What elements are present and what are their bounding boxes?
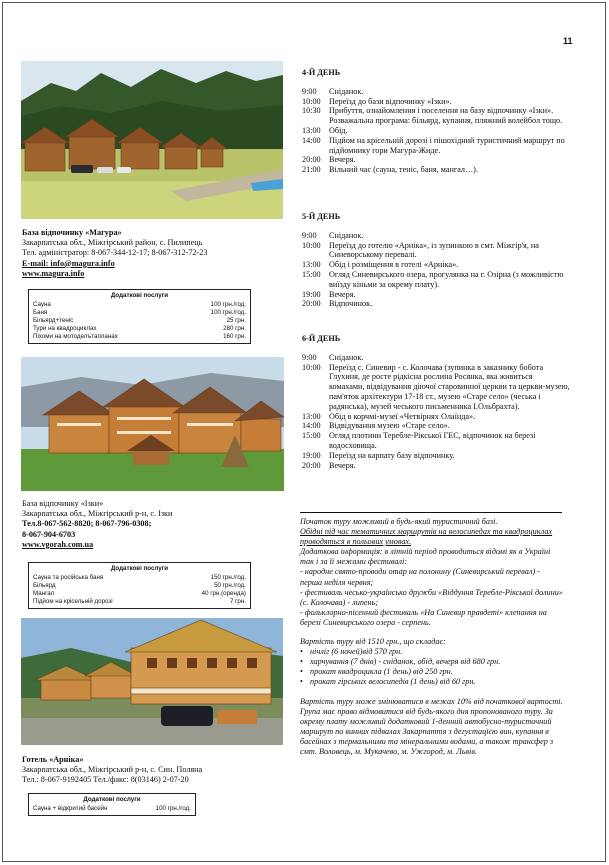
schedule-item — [302, 451, 570, 461]
bullet: • — [300, 667, 303, 677]
service-price: 100 грн./год. — [210, 309, 246, 316]
services-heading: Додаткові послуги — [110, 565, 169, 572]
schedule-item — [302, 299, 570, 309]
schedule-text: Підйом на крісельній дорозі і пішохідний туристичний маршрут по підйомнику гори Магура-Жиде. — [329, 135, 565, 155]
arnika-title: Готель «Арніка» — [22, 755, 84, 764]
schedule-item — [302, 290, 570, 300]
schedule-text: Вечеря. — [329, 289, 356, 299]
schedule-text: Обід і розміщення в готелі «Арніка». — [329, 260, 459, 270]
schedule-text: Сніданок. — [329, 352, 364, 362]
service-row — [33, 317, 246, 325]
schedule-time: 13:00 — [302, 411, 321, 421]
magura-services-box — [28, 289, 251, 344]
schedule-item — [302, 165, 570, 175]
photo-arnika-hotel — [21, 618, 283, 745]
service-row — [33, 590, 246, 598]
schedule-time: 20:00 — [302, 460, 321, 470]
price-item — [300, 677, 563, 687]
magura-email-link[interactable]: E-mail: info@magura.info — [22, 258, 115, 268]
schedule-text: Огляд плотини Теребле-Рікської ГЕС, відпочинок на березі водосховища. — [329, 431, 536, 450]
service-row — [33, 325, 246, 333]
izky-address: Закарпатська обл., Міжгірський р-н, с. Ізки — [22, 509, 173, 519]
service-row — [33, 805, 191, 813]
izky-site-link[interactable]: www.vgorah.com.ua — [22, 539, 94, 549]
schedule-time: 19:00 — [302, 289, 321, 299]
price-intro: Вартість туру від 1510 грн., що складає: — [300, 637, 446, 647]
schedule-item — [302, 106, 570, 126]
service-row — [33, 574, 246, 582]
services-heading: Додаткові послуги — [83, 796, 141, 803]
schedule-text: Прибуття, ознайомлення і поселення на базу відпочинку «Ізки». Розважальна програма: більярд, купання, пляжний волейбол тощо. — [329, 106, 563, 126]
service-price: 280 грн. — [223, 325, 246, 332]
schedule-time: 20:00 — [302, 155, 321, 165]
schedule-time: 13:00 — [302, 125, 321, 135]
schedule-text: Переїзд до бази відпочинку «Ізки». — [329, 96, 452, 106]
magura-info — [22, 228, 290, 279]
schedule-time: 10:00 — [302, 96, 321, 106]
price-item-text: нічліг (6 ночей)від 570 грн. — [310, 647, 403, 657]
schedule-text: Огляд Синевирського озера, прогулянка на г. Озірна (з можливістю виїзду кіньми за окрему плату). — [329, 269, 564, 289]
schedule-item — [302, 353, 570, 363]
schedule-time: 20:00 — [302, 299, 321, 309]
day-4-heading: 4-Й ДЕНЬ — [302, 68, 341, 77]
schedule-item — [302, 260, 570, 270]
service-price: 40 грн.(оренда) — [201, 590, 246, 597]
price-item — [300, 667, 563, 677]
day-4-schedule — [302, 87, 570, 175]
magura-phones: Тел. адміністратор: 8-067-344-12-17; 8-067-312-72-23 — [22, 248, 208, 258]
services-heading: Додаткові послуги — [110, 292, 169, 299]
price-item — [300, 657, 563, 667]
price-item — [300, 647, 563, 657]
magura-site-link[interactable]: www.magura.info — [22, 268, 85, 278]
day-6-schedule — [302, 353, 570, 471]
day-6-heading: 6-Й ДЕНЬ — [302, 334, 341, 343]
service-name: Піхоми на мотоделътапланах — [33, 333, 118, 340]
note-lunch: Обідні під час тематичних маршрутів на велосипедах та квадроциклах проводяться в польових умовах. — [300, 527, 553, 547]
service-price: 50 грн./год. — [214, 582, 246, 589]
izky-phones-2: 8-067-904-6703 — [22, 529, 76, 539]
schedule-text: Вечеря. — [329, 460, 356, 470]
festival-item: - народне свято-проводи отар на полонину (Синевирський перевал) - перша неділя червня; — [300, 567, 540, 587]
arnika-services-box — [28, 793, 196, 816]
schedule-text: Відвідування музею «Старе село». — [329, 421, 450, 431]
schedule-time: 9:00 — [302, 230, 317, 240]
schedule-text: Відпочинок. — [329, 299, 373, 309]
schedule-time: 19:00 — [302, 450, 321, 460]
price-item-text: харчування (7 днів) - сніданок, обід, вечеря від 680 грн. — [310, 657, 501, 667]
schedule-time: 14:00 — [302, 135, 321, 145]
magura-address: Закарпатська обл., Міжгірський район, с. Пилипець — [22, 238, 203, 248]
arnika-address: Закарпатська обл., Міжгірський р-н, с. Син. Поляна — [22, 765, 203, 775]
service-name: Підйом на крісельній дорозі — [33, 598, 113, 605]
schedule-text: Переїзд с. Синевир - с. Колочава (зупинка в заказнику бобота Глухиня, де росте рідкісна рослина Росянка, яка живиться комахами, відвідування діючої старовинної церкви та церкви-музею, пам'яток архітектури 17-18 ст., музею «Старе село» (чеська і радянська), музей чеського письменника І.Ольбрахта). — [329, 362, 570, 411]
schedule-text: Вечеря. — [329, 155, 356, 165]
day-6-section — [302, 334, 570, 470]
schedule-text: Обід в корчмі-музеї «Четвірнях Олаїнда». — [329, 411, 476, 421]
service-price: 7 грн. — [230, 598, 246, 605]
page-number: 11 — [563, 36, 573, 46]
day-4-section — [302, 68, 570, 175]
price-list — [300, 647, 563, 687]
day-5-section — [302, 212, 570, 309]
service-row — [33, 598, 246, 606]
day-5-schedule — [302, 231, 570, 309]
service-name: Сауна — [33, 301, 51, 308]
schedule-time: 13:00 — [302, 260, 321, 270]
magura-title: База відпочинку «Магура» — [22, 228, 122, 237]
bullet: • — [300, 677, 303, 687]
service-name: Сауна + відкритий басейн — [33, 805, 108, 812]
service-row — [33, 582, 246, 590]
schedule-item — [302, 363, 570, 412]
service-row — [33, 333, 246, 341]
service-name: Баня — [33, 309, 48, 316]
schedule-text: Сніданок. — [329, 230, 364, 240]
schedule-item — [302, 231, 570, 241]
service-price: 25 грн. — [226, 317, 246, 324]
schedule-item — [302, 155, 570, 165]
bullet: • — [300, 647, 303, 657]
service-name: Більярд+теніс — [33, 317, 74, 324]
note-festivals-intro: Додаткова інформація: в літній період проводиться відомі як в Україні так і за її межами фестивалі: — [300, 547, 551, 567]
service-price: 160 грн. — [223, 333, 246, 340]
schedule-item — [302, 126, 570, 136]
schedule-time: 10:00 — [302, 362, 321, 372]
note-final: Вартість туру може змінюватися в межах 10% від початкової вартості. Група має право відмовитися від будь-якого дня пропонованого туру. За окрему плату можливий додатковий 1-денний автобусно-туристичний маршрут по винних підвалах Закарпаття з дегустацією вин, купання в басейнах з термальними та мінеральними водами, а також трансфер з смт. Воловець, м. Мукачево, м. Ужгород, м. Львів. — [300, 696, 563, 756]
schedule-text: Обід. — [329, 125, 348, 135]
tour-notes — [300, 517, 563, 757]
photo-izky-base — [21, 357, 284, 491]
arnika-info — [22, 755, 297, 786]
service-price: 150 грн./год. — [210, 574, 246, 581]
service-name: Мангал — [33, 590, 55, 597]
photo-magura-base — [21, 61, 283, 219]
service-name: Тури на квадроциклах — [33, 325, 97, 332]
schedule-time: 14:00 — [302, 421, 321, 431]
izky-phones: Тел.8-067-562-8820; 8-067-796-0308; — [22, 519, 152, 529]
schedule-item — [302, 431, 570, 451]
schedule-time: 10:00 — [302, 240, 321, 250]
schedule-item — [302, 461, 570, 471]
schedule-text: Переїзд до готелю «Арніка», із зупинкою в смт. Міжгір'я, на Синеворському перевалі. — [329, 240, 539, 260]
schedule-item — [302, 241, 570, 261]
schedule-text: Сніданок. — [329, 86, 364, 96]
festival-item: - фестиваль чесько-українсько дружби «Віддуння Теребле-Рікської долини» (с. Колочава) - липень; — [300, 587, 563, 607]
festival-item: - фольклорно-пісенний фестиваль «На Синевир правдеті» клепання на березі Синевирського озера - серпень. — [300, 607, 547, 627]
arnika-phones: Тел.: 8-067-9192405 Тел./факс: 8(03146) 2-07-20 — [22, 775, 189, 785]
section-divider — [300, 512, 562, 513]
service-name: Сауна та російська баня — [33, 574, 104, 581]
schedule-item — [302, 421, 570, 431]
service-row — [33, 301, 246, 309]
service-name: Більярд — [33, 582, 56, 589]
schedule-item — [302, 87, 570, 97]
price-item-text: прокат квадроцикла (1 день) від 250 грн. — [310, 667, 453, 677]
day-5-heading: 5-Й ДЕНЬ — [302, 212, 341, 221]
schedule-time: 9:00 — [302, 352, 317, 362]
schedule-item — [302, 270, 570, 290]
schedule-text: Переїзд на карпату базу відпочинку. — [329, 450, 455, 460]
izky-services-box — [28, 562, 251, 609]
service-price: 100 грн./год. — [210, 301, 246, 308]
schedule-time: 15:00 — [302, 431, 321, 441]
izky-title: База відпочинку «Ізки» — [22, 499, 104, 508]
schedule-item — [302, 97, 570, 107]
schedule-item — [302, 136, 570, 156]
service-price: 100 грн./год. — [155, 805, 191, 812]
schedule-time: 10:30 — [302, 106, 321, 116]
bullet: • — [300, 657, 303, 667]
price-item-text: прокат гірських велосипедів (1 день) від 60 грн. — [310, 677, 476, 687]
schedule-time: 15:00 — [302, 269, 321, 279]
izky-info — [22, 499, 290, 550]
note-start: Початок туру можливий в будь-який туристичний базі. — [300, 517, 498, 526]
schedule-time: 9:00 — [302, 86, 317, 96]
schedule-item — [302, 412, 570, 422]
service-row — [33, 309, 246, 317]
schedule-time: 21:00 — [302, 165, 321, 175]
schedule-text: Вільний час (сауна, теніс, баня, мангал…). — [329, 165, 478, 175]
